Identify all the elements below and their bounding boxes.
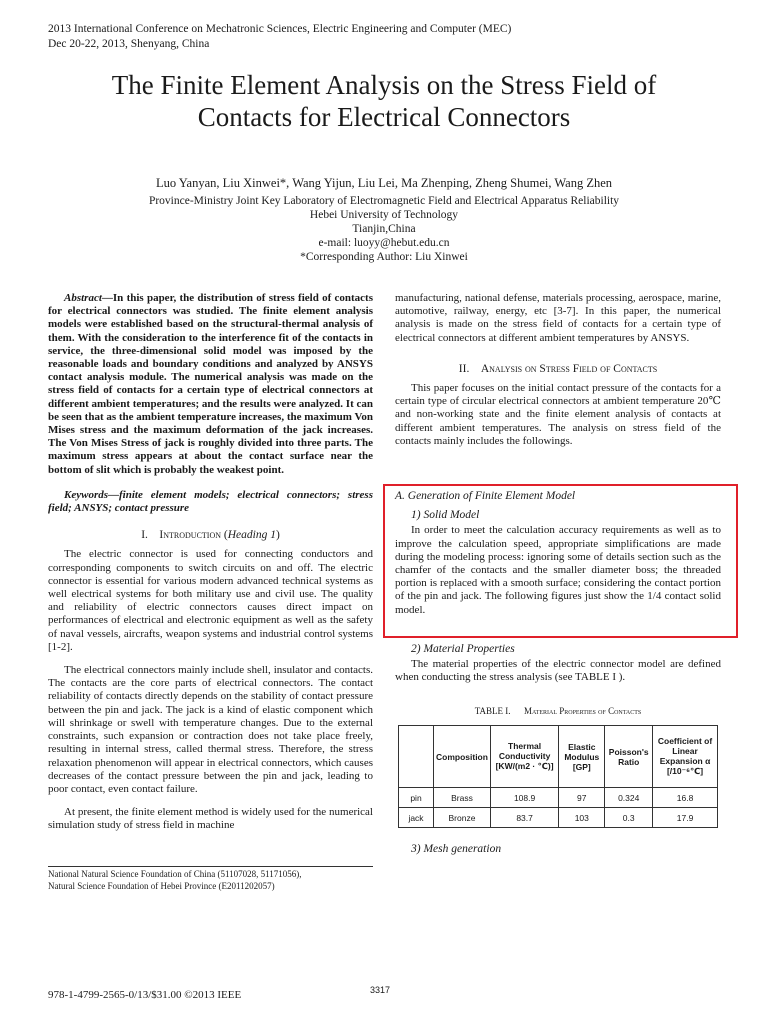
material-paragraph: The material properties of the electric connector model are defined when conducting the stress analysis (see TABLE I ).: [395, 658, 721, 684]
section-1-number: I.: [141, 529, 148, 542]
keywords-label: Keywords: [64, 488, 108, 501]
paper-title-line-1: The Finite Element Analysis on the Stress Field of: [111, 70, 657, 100]
section-2-paragraph: This paper focuses on the initial contact pressure of the contacts for a certain type of circular electrical connectors at ambient temperature 20℃ and non-working state and the finite element analysis of contacts at different ambient temperatures. The analysis on stress field of the contacts mainly includes the followings.: [395, 382, 721, 447]
table-header-cell: Thermal Conductivity [KW/(m2 · ℃)]: [490, 726, 558, 788]
abstract-label: Abstract: [64, 292, 102, 304]
table-cell: jack: [399, 808, 434, 828]
affiliation-city: Tianjin,China: [352, 223, 416, 235]
solid-model-paragraph: In order to meet the calculation accuracy requirements as well as to improve the calculation speed, appropriate simplifications are made during the modeling process: ignoring some of details section such as the chamfer of the contacts and the smaller diameter boss; the threaded portion is replaced with a smooth surface; considering the contact portion of the pin and jack. The following figures just show the 1/4 contact solid model.: [395, 524, 721, 616]
keywords: Keywords—finite element models; electrical connectors; stress field; ANSYS; contact pressure: [48, 488, 373, 515]
intro-paragraph-3: At present, the finite element method is widely used for the numerical simulation study of stress field in machine: [48, 806, 373, 832]
intro-paragraph-1: The electric connector is used for connecting conductors and corresponding components to switch circuits on and off. The electric connector is essential for various modern advanced technical systems as well electrical systems for both military use and civil use. The quality and reliability of electric connectors causes direct impact on performances of electrical and electronic equipment as well as the safety of naval vessels, aircrafts, weapon systems and industrial control systems [1-2].: [48, 548, 373, 653]
material-properties-table: [398, 725, 718, 828]
table-cell: 16.8: [653, 788, 718, 808]
subsection-2-heading: 2) Material Properties: [411, 643, 515, 655]
footnote-rule: [48, 866, 373, 867]
corresponding-author: *Corresponding Author: Liu Xinwei: [300, 251, 468, 263]
affiliation-university: Hebei University of Technology: [309, 209, 459, 221]
table-caption: [395, 706, 721, 716]
footnote-funding-1: National Natural Science Foundation of China (51107028, 51171056),: [48, 869, 302, 879]
table-row: [399, 788, 718, 808]
conference-name: 2013 International Conference on Mechatronic Sciences, Electric Engineering and Computer (MEC): [48, 23, 512, 35]
section-2-title: Analysis on Stress Field of Contacts: [480, 362, 658, 375]
table-header-cell: Composition: [434, 726, 491, 788]
section-2-heading: [395, 363, 721, 376]
conference-dates: Dec 20-22, 2013, Shenyang, China: [48, 38, 210, 50]
table-cell: 108.9: [490, 788, 558, 808]
section-2-number: II.: [458, 362, 470, 375]
material-block: [395, 643, 721, 685]
table-cell: 103: [559, 808, 605, 828]
table-header-cell: Poisson's Ratio: [605, 726, 653, 788]
page-number: 3317: [370, 985, 391, 995]
abstract: Abstract—In this paper, the distribution of stress field of contacts for electrical connectors was studied. The finite element analysis models were established based on the structural-thermal analysis of them. With the consideration to the interference fit of the contacts in service, the three-dimensional solid model was imposed by the reasonable loads and boundary conditions and analyzed by ANSYS contact analysis module. The numerical analysis was made on the stress field of contacts for a certain type of electrical connectors at different ambient temperatures; and the results were analyzed. It can be seen that as the ambient temperature increases, the maximum Von Mises stress and the maximum deformation of the jack increases. The Von Mises Stress of jack is roughly divided into three parts. The maximum stress appears at about the contact surface near the bottom of slit which is probably the weakest point.: [48, 292, 373, 476]
intro-paragraph-2: The electrical connectors mainly include shell, insulator and contacts. The contacts are the core parts of electrical connectors. The contact reliability of contacts directly depends on the stability of contact pressure between the pin and jack. The jack is a kind of elastic component which will shrinkage or swell with temperature changes. Due to the external constraints, such expansion or contraction does not take place freely, resulting in internal stress, called thermal stress. Therefore, the stress relaxation phenomenon will appear in electrical connectors, which causes decreases of the contact pressure between the pin and jack, leading to poor contact, even contact failure.: [48, 664, 373, 795]
table-cell: 83.7: [490, 808, 558, 828]
table-cell: 17.9: [653, 808, 718, 828]
right-column: [395, 292, 721, 448]
keywords-text: finite element models; electrical connectors; stress field; ANSYS; contact pressure: [48, 488, 373, 515]
table-cell: Brass: [434, 788, 491, 808]
isbn-copyright: 978-1-4799-2565-0/13/$31.00 ©2013 IEEE: [48, 989, 242, 1001]
table-title: Material Properties of Contacts: [524, 706, 642, 716]
paper-title-line-2: Contacts for Electrical Connectors: [197, 102, 571, 132]
subsection-1-heading: 1) Solid Model: [411, 509, 480, 522]
subsection-a-block: [395, 490, 721, 617]
table-cell: pin: [399, 788, 434, 808]
subsection-a-heading: A. Generation of Finite Element Model: [395, 490, 576, 502]
section-1-note: Heading 1: [227, 529, 276, 542]
table-cell: 0.3: [605, 808, 653, 828]
affiliation-email: e-mail: luoyy@hebut.edu.cn: [318, 237, 450, 249]
table-cell: Bronze: [434, 808, 491, 828]
subsection-3-heading: 3) Mesh generation: [411, 843, 502, 855]
right-paragraph-1: manufacturing, national defense, materials processing, aerospace, marine, automotive, railway, energy, etc [3-7]. In this paper, the numerical analysis is made on the stress field of contacts for a certain type of electrical connectors at different ambient temperatures by ANSYS.: [395, 292, 721, 344]
table-header-cell: Coefficient of Linear Expansion α [/10⁻⁶℃]: [653, 726, 718, 788]
table-row: [399, 808, 718, 828]
affiliation-lab: Province-Ministry Joint Key Laboratory of Electromagnetic Field and Electrical Apparatus Reliability: [148, 195, 620, 207]
table-cell: 97: [559, 788, 605, 808]
section-1-title: Introduction: [159, 529, 222, 542]
table-header-cell: Elastic Modulus [GP]: [559, 726, 605, 788]
table-header-row: [399, 726, 718, 788]
table-header-cell: [399, 726, 434, 788]
footnote-funding-2: Natural Science Foundation of Hebei Province (E2011202057): [48, 881, 275, 891]
table-number: TABLE I.: [474, 706, 511, 716]
author-list: Luo Yanyan, Liu Xinwei*, Wang Yijun, Liu Lei, Ma Zhenping, Zheng Shumei, Wang Zhen: [155, 176, 613, 190]
section-1-heading: I. Introduction (Heading 1): [141, 529, 280, 542]
abstract-text: In this paper, the distribution of stress field of contacts for electrical connectors was studied. The finite element analysis models were established based on the structural-thermal analysis of them. With the consideration to the interference fit of the contacts in service, the three-dimensional solid model was imposed by the reasonable loads and boundary conditions and analyzed by ANSYS contact analysis module. The numerical analysis was made on the stress field of contacts for a certain type of electrical connectors at different ambient temperatures; and the results were analyzed. It can be seen that as the ambient temperature increases, the maximum Von Mises stress and the maximum deformation of the jack increases. The Von Mises Stress of jack is roughly divided into three parts. The maximum stress appears at about the contact surface near the bottom of slit which is probably the weakest point.: [48, 292, 373, 476]
left-column: [48, 292, 373, 833]
table-cell: 0.324: [605, 788, 653, 808]
